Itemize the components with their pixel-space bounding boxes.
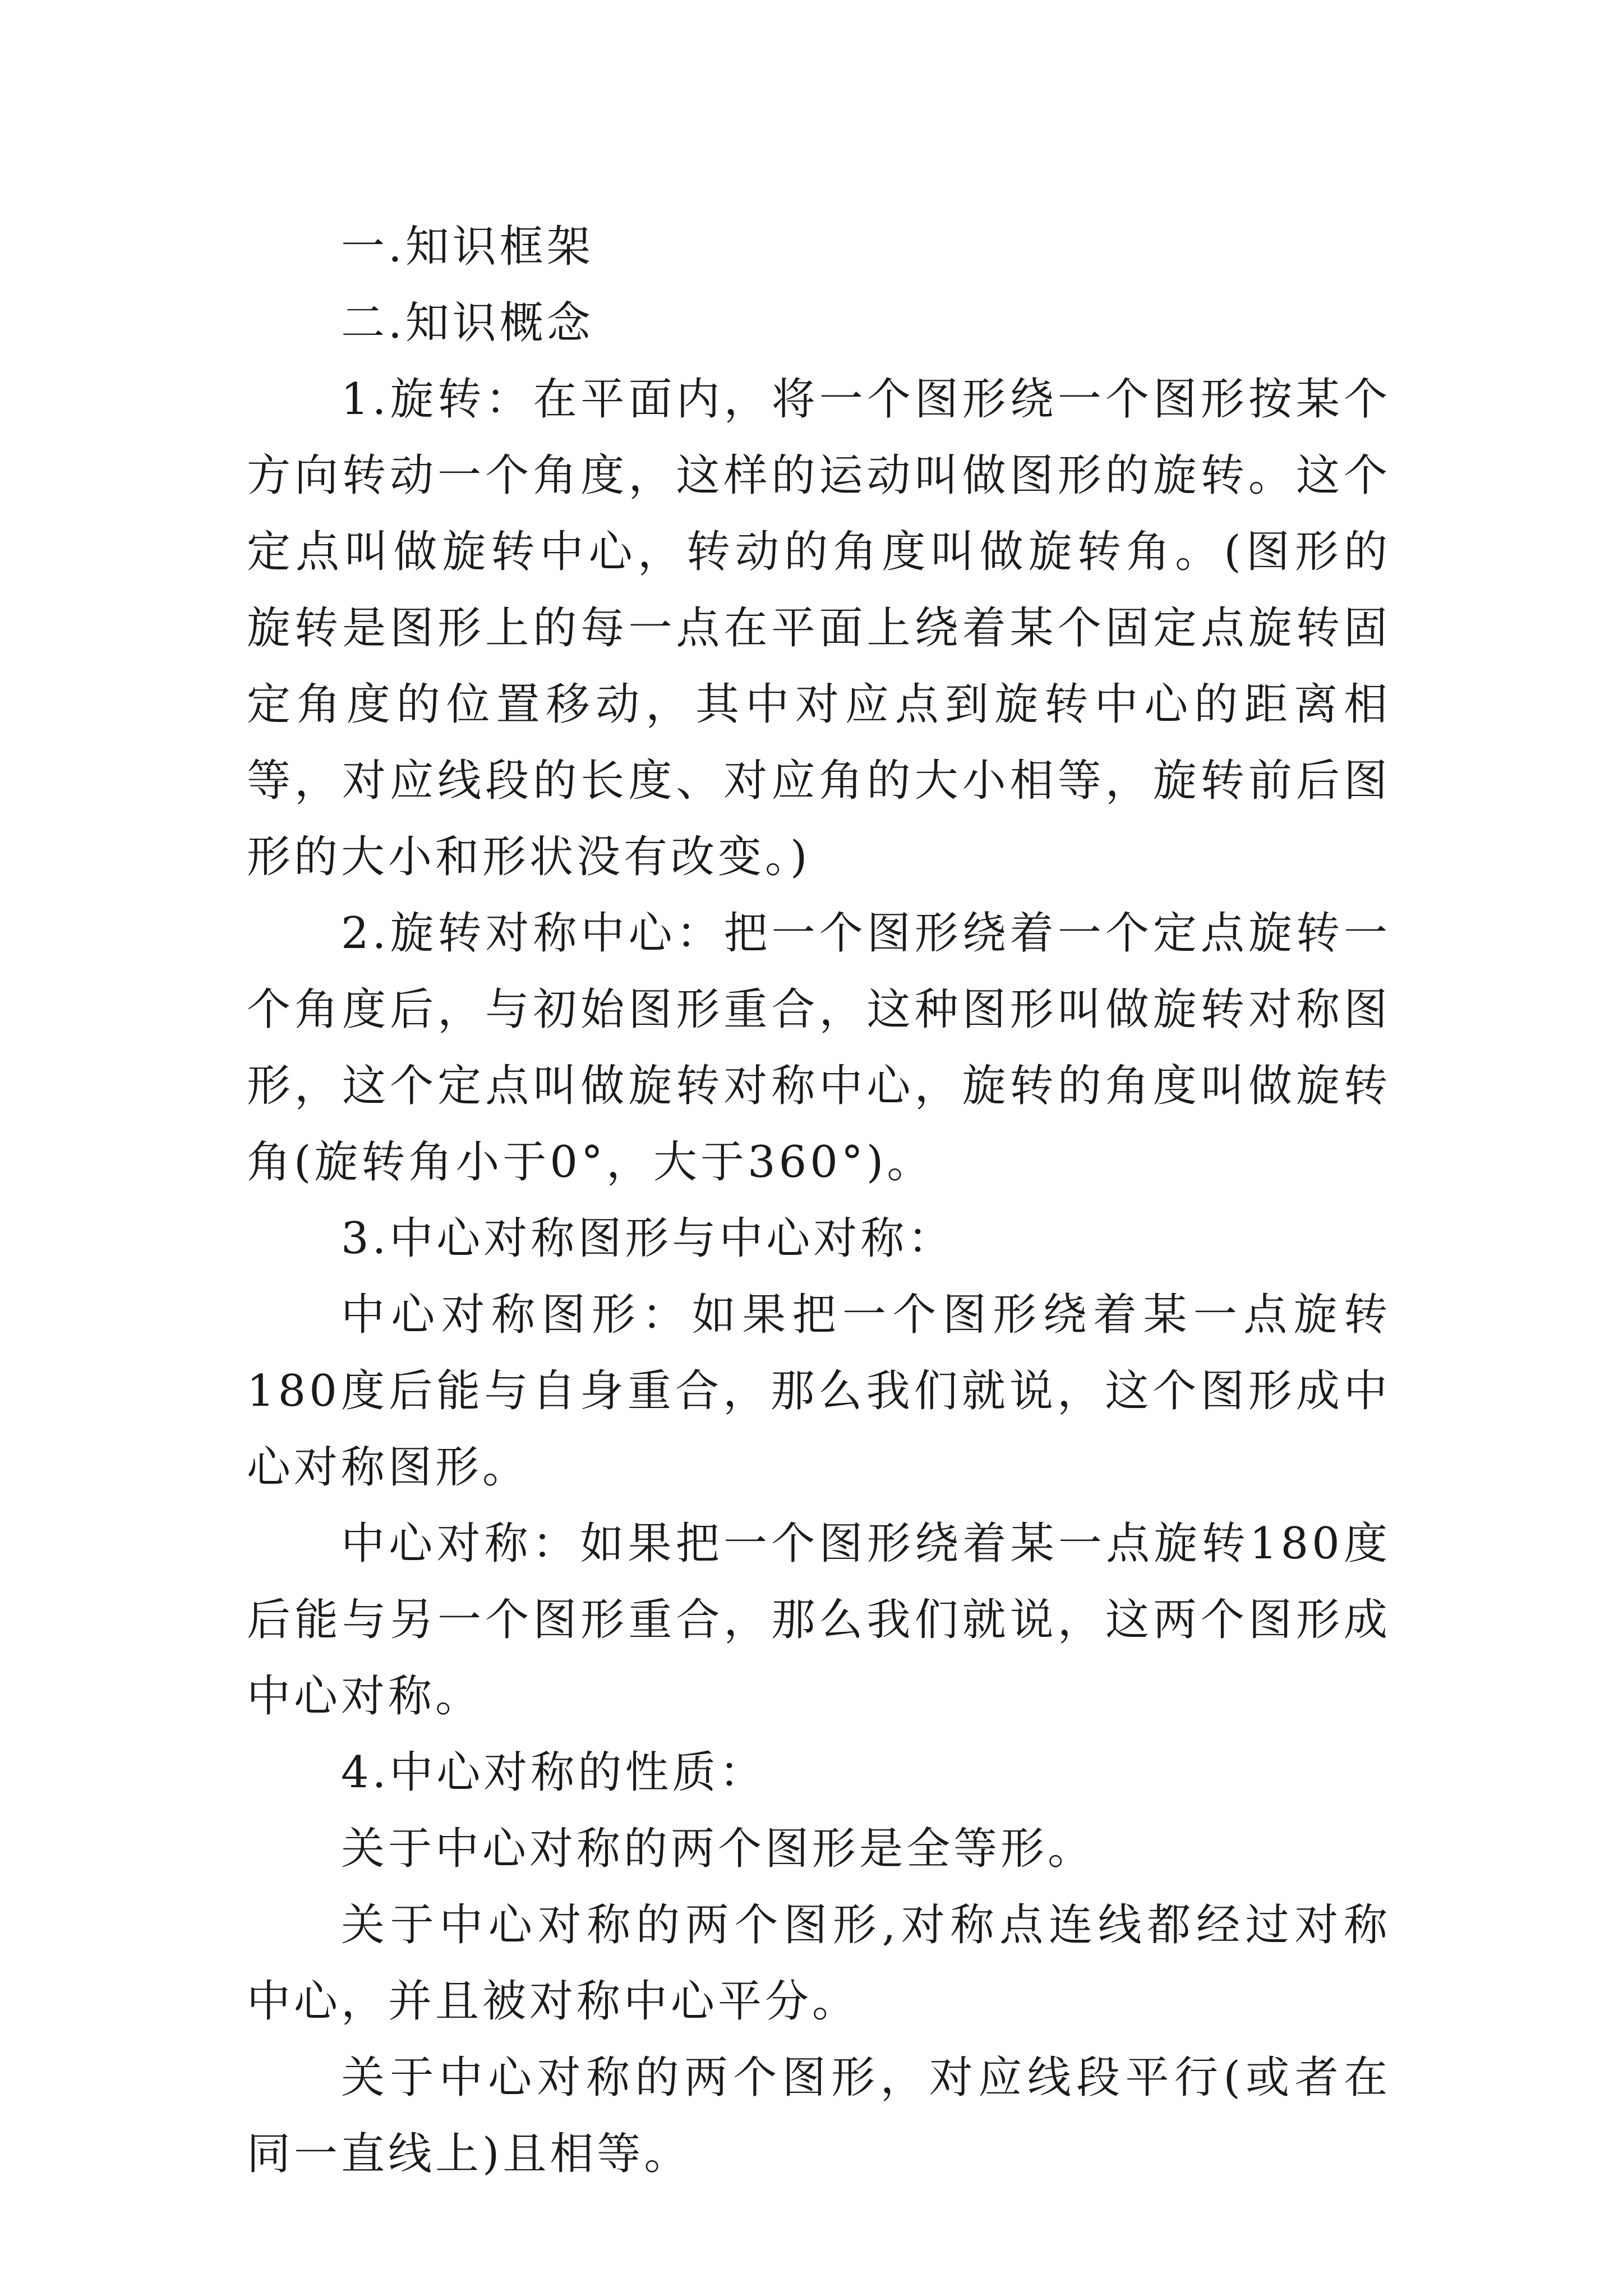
section-heading-knowledge-framework: 一.知识框架: [341, 222, 594, 272]
paragraph-property-parallel: 关于中心对称的两个图形，对应线段平行(或者在同一直线上)且相等。: [247, 2053, 1391, 2179]
document-body: [247, 209, 1391, 2192]
paragraph-rotation-definition: 1.旋转：在平面内，将一个图形绕一个图形按某个方向转动一个角度，这样的运动叫做图形的旋转。这个定点叫做旋转中心，转动的角度叫做旋转角。(图形的旋转是图形上的每一点在平面上绕着某个固定点旋转固定角度的位置移动，其中对应点到旋转中心的距离相等，对应线段的长度、对应角的大小相等，旋转前后图形的大小和形状没有改变。): [247, 374, 1391, 882]
section-heading-knowledge-concepts: 二.知识概念: [341, 298, 594, 348]
paragraph-property-bisected: 关于中心对称的两个图形,对称点连线都经过对称中心，并且被对称中心平分。: [247, 1900, 1391, 2027]
paragraph-central-symmetry: 中心对称：如果把一个图形绕着某一点旋转180度后能与另一个图形重合，那么我们就说，这两个图形成中心对称。: [247, 1519, 1391, 1722]
paragraph-central-symmetric-figure: 中心对称图形：如果把一个图形绕着某一点旋转180度后能与自身重合，那么我们就说，这个图形成中心对称图形。: [247, 1290, 1391, 1493]
paragraph-property-congruent: 关于中心对称的两个图形是全等形。: [341, 1824, 1095, 1874]
paragraph-properties-heading: 4.中心对称的性质：: [341, 1747, 767, 1798]
paragraph-rotational-symmetry-center: 2.旋转对称中心：把一个图形绕着一个定点旋转一个角度后，与初始图形重合，这种图形叫做旋转对称图形，这个定点叫做旋转对称中心，旋转的角度叫做旋转角(旋转角小于0°，大于360°)。: [247, 908, 1391, 1188]
paragraph-central-symmetry-heading: 3.中心对称图形与中心对称：: [341, 1213, 955, 1264]
